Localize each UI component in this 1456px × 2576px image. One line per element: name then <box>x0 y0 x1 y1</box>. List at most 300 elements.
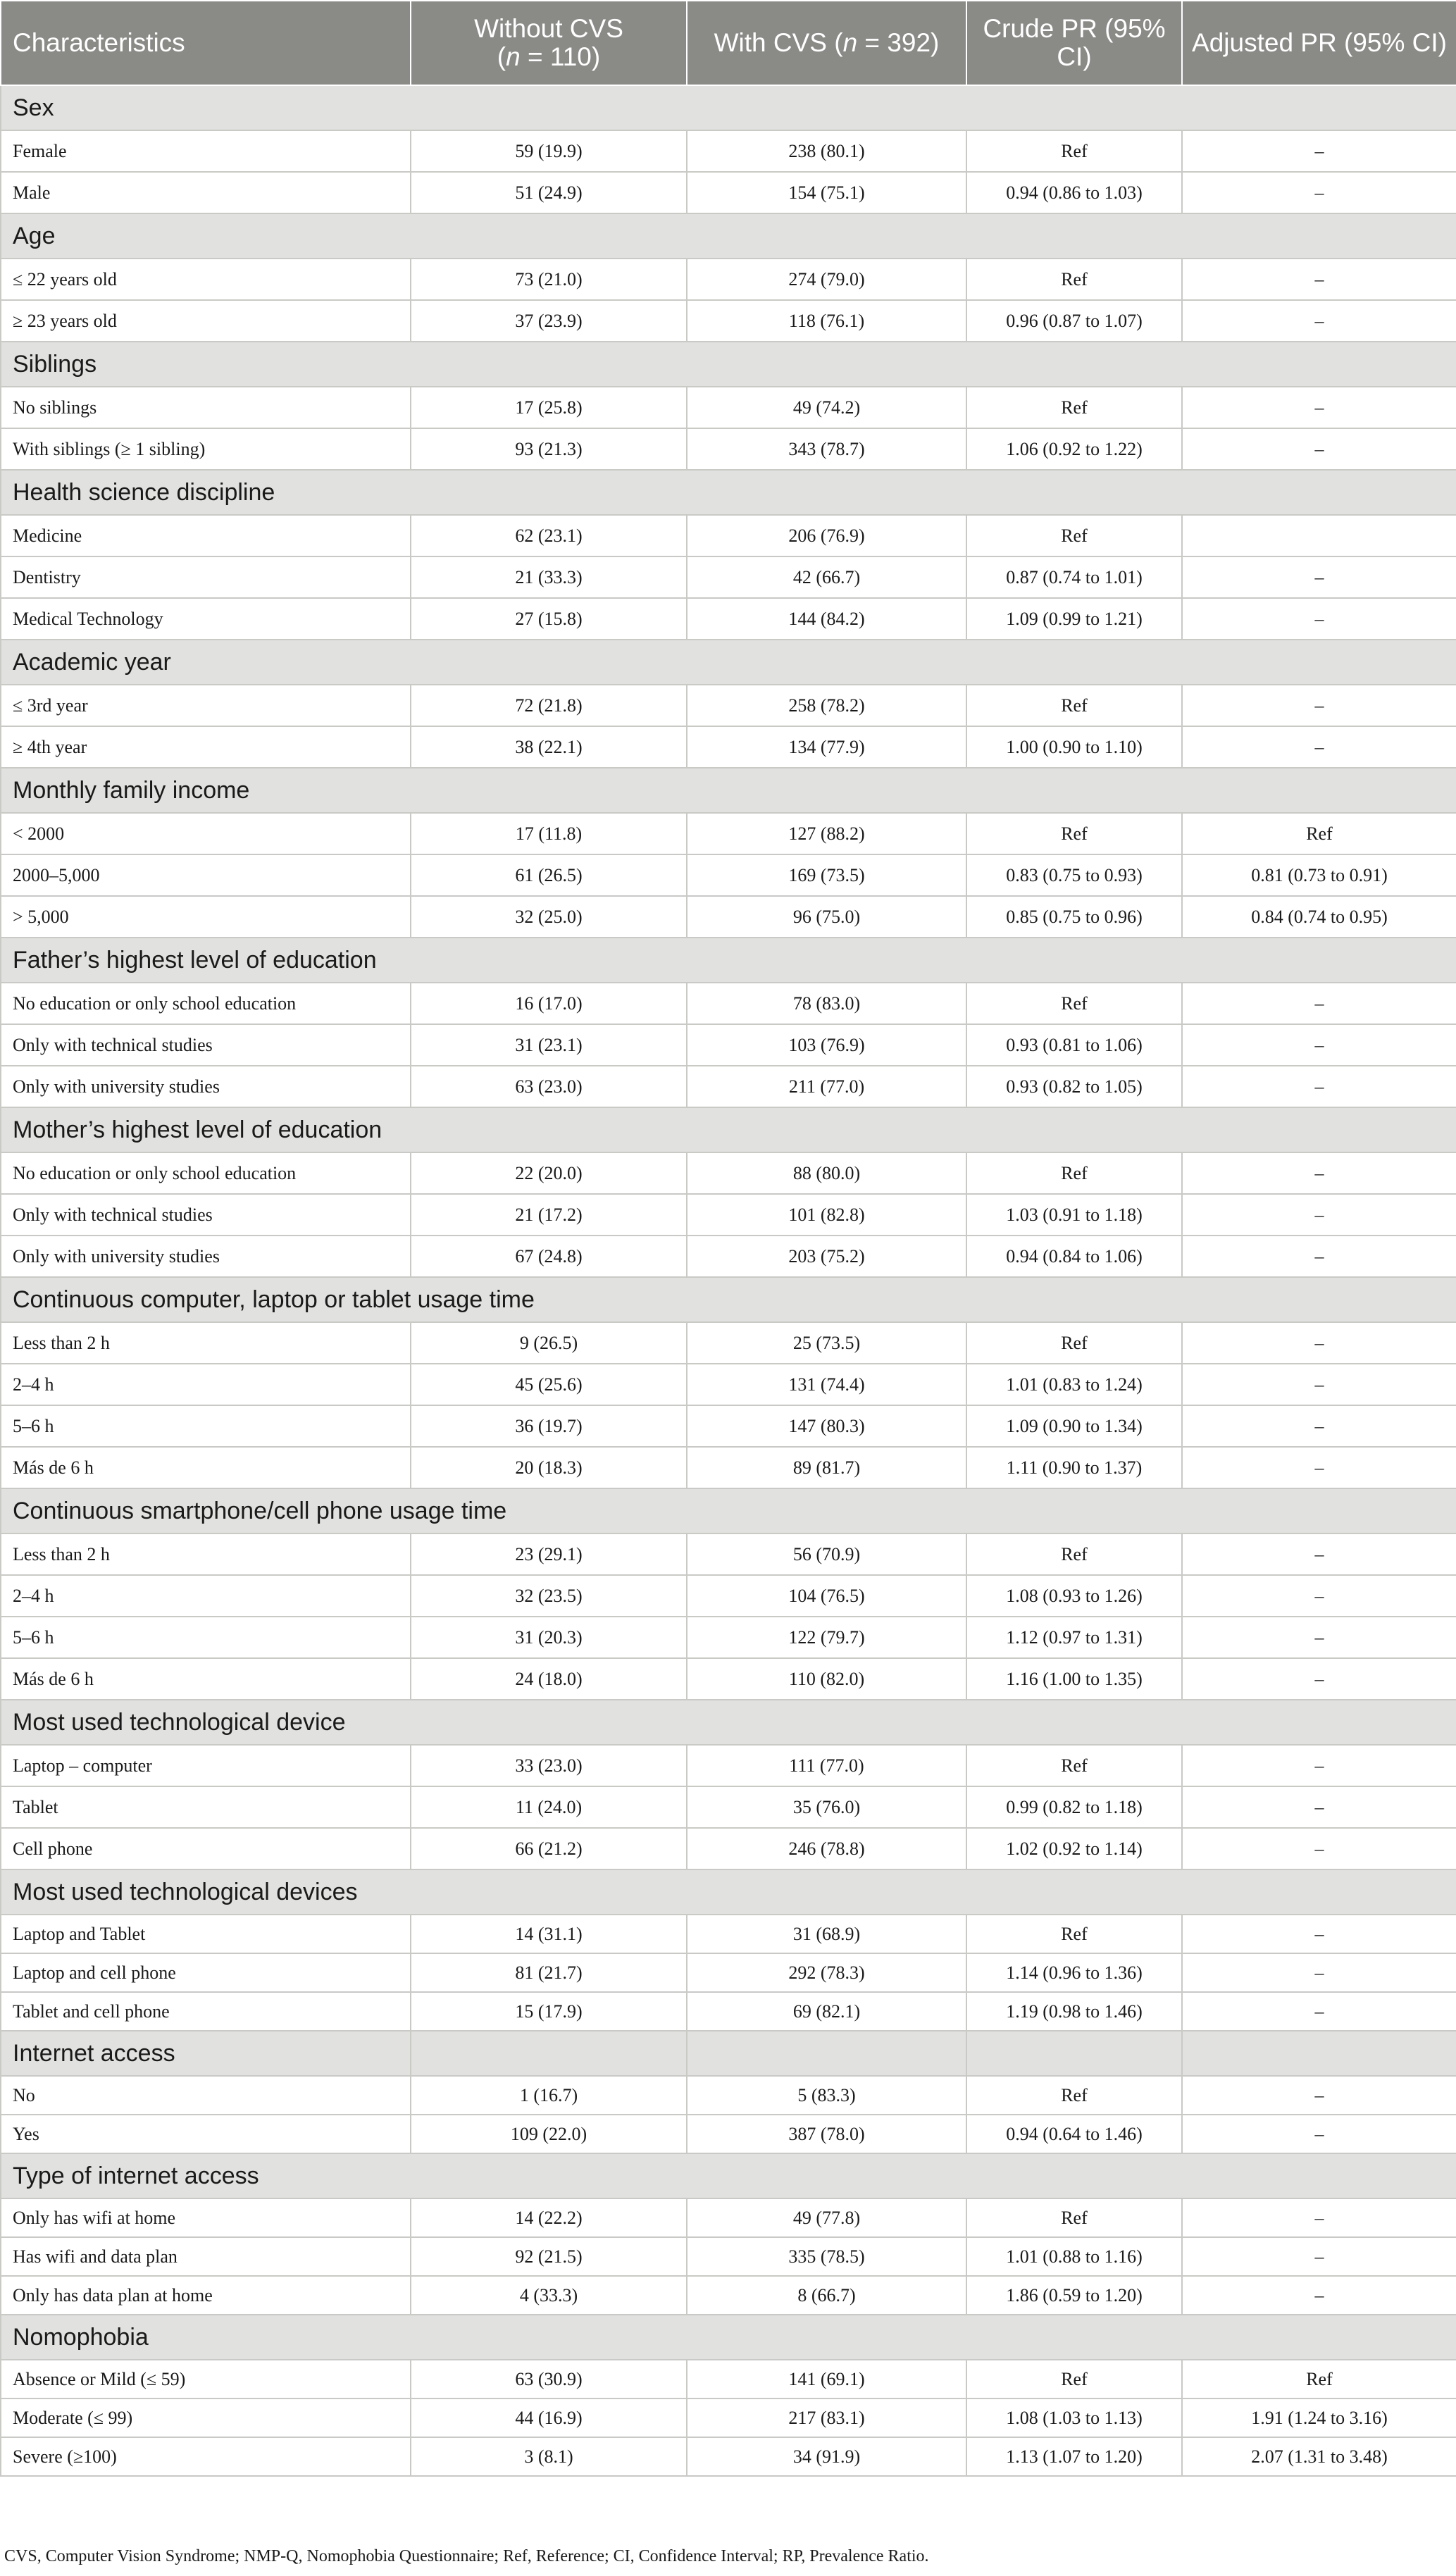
section-header-row <box>1 2031 1456 2076</box>
header-row <box>1 1 1456 85</box>
with-cvs-cell: 104 (76.5) <box>687 1575 966 1617</box>
with-cvs-cell: 274 (79.0) <box>687 259 966 300</box>
characteristic-cell: Less than 2 h <box>1 1322 411 1364</box>
table-row <box>1 300 1456 342</box>
table-row <box>1 1364 1456 1405</box>
crude-pr-cell: 1.11 (0.90 to 1.37) <box>966 1447 1182 1488</box>
without-cvs-cell: 59 (19.9) <box>411 130 687 172</box>
table-row <box>1 2237 1456 2276</box>
with-cvs-cell: 217 (83.1) <box>687 2398 966 2437</box>
adjusted-pr-cell: – <box>1182 1915 1456 1953</box>
adjusted-pr-cell: – <box>1182 1745 1456 1786</box>
crude-pr-cell: Ref <box>966 2198 1182 2237</box>
characteristic-cell: No education or only school education <box>1 1152 411 1194</box>
adjusted-pr-cell: – <box>1182 1152 1456 1194</box>
adjusted-pr-cell: – <box>1182 130 1456 172</box>
section-header-row <box>1 1277 1456 1322</box>
with-cvs-cell: 111 (77.0) <box>687 1745 966 1786</box>
crude-pr-cell: 1.00 (0.90 to 1.10) <box>966 726 1182 768</box>
table-row <box>1 1828 1456 1869</box>
with-cvs-cell: 89 (81.7) <box>687 1447 966 1488</box>
crude-pr-cell: 0.93 (0.81 to 1.06) <box>966 1024 1182 1066</box>
with-cvs-cell: 35 (76.0) <box>687 1786 966 1828</box>
characteristic-cell: Female <box>1 130 411 172</box>
adjusted-pr-cell: – <box>1182 1533 1456 1575</box>
with-cvs-cell: 154 (75.1) <box>687 172 966 213</box>
adjusted-pr-cell: – <box>1182 1953 1456 1992</box>
without-cvs-cell: 21 (33.3) <box>411 556 687 598</box>
header-with-cvs-n-value: = 392) <box>857 28 940 57</box>
adjusted-pr-cell: Ref <box>1182 813 1456 854</box>
with-cvs-cell: 131 (74.4) <box>687 1364 966 1405</box>
without-cvs-cell: 4 (33.3) <box>411 2276 687 2315</box>
with-cvs-cell: 118 (76.1) <box>687 300 966 342</box>
with-cvs-cell: 127 (88.2) <box>687 813 966 854</box>
section-title: Health science discipline <box>1 470 1456 515</box>
adjusted-pr-cell: – <box>1182 2115 1456 2153</box>
section-title: Most used technological device <box>1 1700 1456 1745</box>
with-cvs-cell: 206 (76.9) <box>687 515 966 556</box>
adjusted-pr-cell: – <box>1182 1405 1456 1447</box>
table-row <box>1 556 1456 598</box>
table-row <box>1 983 1456 1024</box>
with-cvs-cell: 5 (83.3) <box>687 2076 966 2115</box>
characteristic-cell: No education or only school education <box>1 983 411 1024</box>
table-row <box>1 2076 1456 2115</box>
crude-pr-cell: 0.94 (0.84 to 1.06) <box>966 1236 1182 1277</box>
crude-pr-cell: Ref <box>966 813 1182 854</box>
with-cvs-cell: 141 (69.1) <box>687 2360 966 2398</box>
table-row <box>1 2360 1456 2398</box>
without-cvs-cell: 51 (24.9) <box>411 172 687 213</box>
crude-pr-cell: Ref <box>966 130 1182 172</box>
characteristic-cell: Dentistry <box>1 556 411 598</box>
table-body <box>1 85 1456 2476</box>
section-title: Age <box>1 213 1456 259</box>
crude-pr-cell: Ref <box>966 1322 1182 1364</box>
with-cvs-cell: 31 (68.9) <box>687 1915 966 1953</box>
section-header-row <box>1 1488 1456 1533</box>
header-without-cvs-label: Without CVS <box>474 14 623 43</box>
section-header-row <box>1 1700 1456 1745</box>
adjusted-pr-cell: 1.91 (1.24 to 3.16) <box>1182 2398 1456 2437</box>
characteristic-cell: Absence or Mild (≤ 59) <box>1 2360 411 2398</box>
without-cvs-cell: 20 (18.3) <box>411 1447 687 1488</box>
crude-pr-cell: 1.03 (0.91 to 1.18) <box>966 1194 1182 1236</box>
adjusted-pr-cell: – <box>1182 259 1456 300</box>
crude-pr-cell: 1.19 (0.98 to 1.46) <box>966 1992 1182 2031</box>
without-cvs-cell: 36 (19.7) <box>411 1405 687 1447</box>
characteristic-cell: With siblings (≥ 1 sibling) <box>1 428 411 470</box>
adjusted-pr-cell: – <box>1182 1322 1456 1364</box>
header-adjusted-pr: Adjusted PR (95% CI) <box>1182 1 1456 85</box>
table-row <box>1 1322 1456 1364</box>
with-cvs-cell: 238 (80.1) <box>687 130 966 172</box>
section-header-row <box>1 640 1456 685</box>
adjusted-pr-cell: – <box>1182 1364 1456 1405</box>
table-row <box>1 172 1456 213</box>
without-cvs-cell: 9 (26.5) <box>411 1322 687 1364</box>
characteristic-cell: 2–4 h <box>1 1364 411 1405</box>
crude-pr-cell: Ref <box>966 515 1182 556</box>
characteristic-cell: No siblings <box>1 387 411 428</box>
section-blank-cell <box>966 2031 1182 2076</box>
adjusted-pr-cell: Ref <box>1182 2360 1456 2398</box>
crude-pr-cell: 1.16 (1.00 to 1.35) <box>966 1658 1182 1700</box>
characteristic-cell: Yes <box>1 2115 411 2153</box>
characteristic-cell: Medicine <box>1 515 411 556</box>
crude-pr-cell: 0.87 (0.74 to 1.01) <box>966 556 1182 598</box>
section-title: Monthly family income <box>1 768 1456 813</box>
adjusted-pr-cell: 0.81 (0.73 to 0.91) <box>1182 854 1456 896</box>
characteristic-cell: Laptop – computer <box>1 1745 411 1786</box>
without-cvs-cell: 17 (25.8) <box>411 387 687 428</box>
adjusted-pr-cell: 0.84 (0.74 to 0.95) <box>1182 896 1456 938</box>
with-cvs-cell: 69 (82.1) <box>687 1992 966 2031</box>
with-cvs-cell: 78 (83.0) <box>687 983 966 1024</box>
characteristic-cell: Has wifi and data plan <box>1 2237 411 2276</box>
adjusted-pr-cell: – <box>1182 685 1456 726</box>
adjusted-pr-cell: – <box>1182 2076 1456 2115</box>
table-row <box>1 2115 1456 2153</box>
table-row <box>1 896 1456 938</box>
table-row <box>1 1953 1456 1992</box>
characteristic-cell: Less than 2 h <box>1 1533 411 1575</box>
characteristic-cell: ≤ 3rd year <box>1 685 411 726</box>
header-with-cvs <box>687 1 966 85</box>
section-title: Siblings <box>1 342 1456 387</box>
with-cvs-cell: 34 (91.9) <box>687 2437 966 2476</box>
table-row <box>1 854 1456 896</box>
with-cvs-cell: 88 (80.0) <box>687 1152 966 1194</box>
without-cvs-cell: 27 (15.8) <box>411 598 687 640</box>
crude-pr-cell: Ref <box>966 1745 1182 1786</box>
characteristic-cell: 5–6 h <box>1 1617 411 1658</box>
adjusted-pr-cell: – <box>1182 1236 1456 1277</box>
with-cvs-cell: 246 (78.8) <box>687 1828 966 1869</box>
table-row <box>1 515 1456 556</box>
characteristic-cell: Only with university studies <box>1 1066 411 1107</box>
section-title: Internet access <box>1 2031 411 2076</box>
adjusted-pr-cell: – <box>1182 598 1456 640</box>
adjusted-pr-cell: – <box>1182 1194 1456 1236</box>
without-cvs-cell: 14 (22.2) <box>411 2198 687 2237</box>
characteristic-cell: Severe (≥100) <box>1 2437 411 2476</box>
without-cvs-cell: 92 (21.5) <box>411 2237 687 2276</box>
table-header <box>1 1 1456 85</box>
table-row <box>1 1786 1456 1828</box>
table-row <box>1 259 1456 300</box>
with-cvs-cell: 103 (76.9) <box>687 1024 966 1066</box>
without-cvs-cell: 81 (21.7) <box>411 1953 687 1992</box>
adjusted-pr-cell: – <box>1182 1447 1456 1488</box>
header-without-cvs-n-value: = 110) <box>520 42 601 71</box>
crude-pr-cell: 1.08 (0.93 to 1.26) <box>966 1575 1182 1617</box>
with-cvs-cell: 343 (78.7) <box>687 428 966 470</box>
crude-pr-cell: 0.93 (0.82 to 1.05) <box>966 1066 1182 1107</box>
without-cvs-cell: 23 (29.1) <box>411 1533 687 1575</box>
characteristic-cell: Tablet <box>1 1786 411 1828</box>
section-title: Type of internet access <box>1 2153 1456 2198</box>
without-cvs-cell: 17 (11.8) <box>411 813 687 854</box>
with-cvs-cell: 96 (75.0) <box>687 896 966 938</box>
crude-pr-cell: 1.01 (0.83 to 1.24) <box>966 1364 1182 1405</box>
section-title: Father’s highest level of education <box>1 938 1456 983</box>
crude-pr-cell: 1.08 (1.03 to 1.13) <box>966 2398 1182 2437</box>
with-cvs-cell: 101 (82.8) <box>687 1194 966 1236</box>
without-cvs-cell: 15 (17.9) <box>411 1992 687 2031</box>
section-header-row <box>1 470 1456 515</box>
table-row <box>1 1745 1456 1786</box>
adjusted-pr-cell: – <box>1182 1575 1456 1617</box>
characteristic-cell: 5–6 h <box>1 1405 411 1447</box>
characteristic-cell: ≥ 23 years old <box>1 300 411 342</box>
with-cvs-cell: 335 (78.5) <box>687 2237 966 2276</box>
table-row <box>1 387 1456 428</box>
characteristic-cell: Only with technical studies <box>1 1194 411 1236</box>
crude-pr-cell: 0.96 (0.87 to 1.07) <box>966 300 1182 342</box>
section-header-row <box>1 768 1456 813</box>
adjusted-pr-cell: – <box>1182 1617 1456 1658</box>
without-cvs-cell: 93 (21.3) <box>411 428 687 470</box>
section-header-row <box>1 342 1456 387</box>
characteristic-cell: Medical Technology <box>1 598 411 640</box>
without-cvs-cell: 63 (30.9) <box>411 2360 687 2398</box>
crude-pr-cell: 0.83 (0.75 to 0.93) <box>966 854 1182 896</box>
without-cvs-cell: 63 (23.0) <box>411 1066 687 1107</box>
adjusted-pr-cell <box>1182 515 1456 556</box>
section-header-row <box>1 2153 1456 2198</box>
characteristic-cell: Only has data plan at home <box>1 2276 411 2315</box>
characteristic-cell: 2–4 h <box>1 1575 411 1617</box>
adjusted-pr-cell: – <box>1182 1024 1456 1066</box>
adjusted-pr-cell: – <box>1182 1828 1456 1869</box>
without-cvs-cell: 32 (25.0) <box>411 896 687 938</box>
crude-pr-cell: 1.09 (0.90 to 1.34) <box>966 1405 1182 1447</box>
section-header-row <box>1 1107 1456 1152</box>
header-without-cvs-n-label: n <box>506 42 521 71</box>
table-row <box>1 813 1456 854</box>
crude-pr-cell: 1.02 (0.92 to 1.14) <box>966 1828 1182 1869</box>
without-cvs-cell: 109 (22.0) <box>411 2115 687 2153</box>
section-blank-cell <box>687 2031 966 2076</box>
with-cvs-cell: 203 (75.2) <box>687 1236 966 1277</box>
with-cvs-cell: 387 (78.0) <box>687 2115 966 2153</box>
adjusted-pr-cell: – <box>1182 2276 1456 2315</box>
section-header-row <box>1 85 1456 130</box>
characteristic-cell: Laptop and cell phone <box>1 1953 411 1992</box>
table-footnote: CVS, Computer Vision Syndrome; NMP-Q, Nomophobia Questionnaire; Ref, Reference; CI, Confidence Interval; RP, Prevalence Ratio. <box>4 2547 929 2565</box>
table-row <box>1 2198 1456 2237</box>
with-cvs-cell: 42 (66.7) <box>687 556 966 598</box>
without-cvs-cell: 44 (16.9) <box>411 2398 687 2437</box>
crude-pr-cell: 1.12 (0.97 to 1.31) <box>966 1617 1182 1658</box>
without-cvs-cell: 33 (23.0) <box>411 1745 687 1786</box>
table-row <box>1 1447 1456 1488</box>
header-with-cvs-n-label: n <box>842 28 858 57</box>
table-row <box>1 2398 1456 2437</box>
crude-pr-cell: 1.09 (0.99 to 1.21) <box>966 598 1182 640</box>
table-row <box>1 1152 1456 1194</box>
without-cvs-cell: 45 (25.6) <box>411 1364 687 1405</box>
with-cvs-cell: 258 (78.2) <box>687 685 966 726</box>
crude-pr-cell: Ref <box>966 2360 1182 2398</box>
table-row <box>1 1236 1456 1277</box>
crude-pr-cell: Ref <box>966 983 1182 1024</box>
adjusted-pr-cell: – <box>1182 1066 1456 1107</box>
crude-pr-cell: Ref <box>966 1533 1182 1575</box>
without-cvs-cell: 16 (17.0) <box>411 983 687 1024</box>
crude-pr-cell: 1.13 (1.07 to 1.20) <box>966 2437 1182 2476</box>
table-row <box>1 598 1456 640</box>
with-cvs-cell: 169 (73.5) <box>687 854 966 896</box>
crude-pr-cell: 0.94 (0.86 to 1.03) <box>966 172 1182 213</box>
characteristic-cell: No <box>1 2076 411 2115</box>
section-header-row <box>1 938 1456 983</box>
table-row <box>1 2437 1456 2476</box>
without-cvs-cell: 1 (16.7) <box>411 2076 687 2115</box>
table-row <box>1 1915 1456 1953</box>
table-row <box>1 1658 1456 1700</box>
adjusted-pr-cell: – <box>1182 2237 1456 2276</box>
crude-pr-cell: Ref <box>966 1152 1182 1194</box>
characteristic-cell: Cell phone <box>1 1828 411 1869</box>
characteristic-cell: Tablet and cell phone <box>1 1992 411 2031</box>
header-without-cvs: Without CVS (n = 110) <box>411 1 687 85</box>
crude-pr-cell: 0.94 (0.64 to 1.46) <box>966 2115 1182 2153</box>
without-cvs-cell: 38 (22.1) <box>411 726 687 768</box>
without-cvs-cell: 73 (21.0) <box>411 259 687 300</box>
section-blank-cell <box>411 2031 687 2076</box>
adjusted-pr-cell: – <box>1182 556 1456 598</box>
characteristic-cell: Laptop and Tablet <box>1 1915 411 1953</box>
table-row <box>1 1575 1456 1617</box>
crude-pr-cell: Ref <box>966 685 1182 726</box>
without-cvs-cell: 31 (20.3) <box>411 1617 687 1658</box>
header-with-cvs-label: With CVS ( <box>714 28 843 57</box>
table-row <box>1 1024 1456 1066</box>
without-cvs-cell: 11 (24.0) <box>411 1786 687 1828</box>
characteristic-cell: Más de 6 h <box>1 1447 411 1488</box>
with-cvs-cell: 147 (80.3) <box>687 1405 966 1447</box>
with-cvs-cell: 49 (77.8) <box>687 2198 966 2237</box>
adjusted-pr-cell: – <box>1182 300 1456 342</box>
without-cvs-cell: 32 (23.5) <box>411 1575 687 1617</box>
header-characteristics: Characteristics <box>1 1 411 85</box>
with-cvs-cell: 8 (66.7) <box>687 2276 966 2315</box>
section-title: Continuous computer, laptop or tablet usage time <box>1 1277 1456 1322</box>
with-cvs-cell: 211 (77.0) <box>687 1066 966 1107</box>
crude-pr-cell: Ref <box>966 259 1182 300</box>
crude-pr-cell: Ref <box>966 1915 1182 1953</box>
crude-pr-cell: 0.85 (0.75 to 0.96) <box>966 896 1182 938</box>
adjusted-pr-cell: – <box>1182 2198 1456 2237</box>
with-cvs-cell: 144 (84.2) <box>687 598 966 640</box>
crude-pr-cell: 1.86 (0.59 to 1.20) <box>966 2276 1182 2315</box>
table-row <box>1 2276 1456 2315</box>
characteristic-cell: Only has wifi at home <box>1 2198 411 2237</box>
without-cvs-cell: 72 (21.8) <box>411 685 687 726</box>
adjusted-pr-cell: – <box>1182 387 1456 428</box>
table-row <box>1 1617 1456 1658</box>
section-title: Nomophobia <box>1 2315 1456 2360</box>
without-cvs-cell: 66 (21.2) <box>411 1828 687 1869</box>
table-row <box>1 1405 1456 1447</box>
without-cvs-cell: 62 (23.1) <box>411 515 687 556</box>
characteristic-cell: > 5,000 <box>1 896 411 938</box>
with-cvs-cell: 134 (77.9) <box>687 726 966 768</box>
header-crude-pr: Crude PR (95% CI) <box>966 1 1182 85</box>
crude-pr-cell: Ref <box>966 387 1182 428</box>
without-cvs-cell: 22 (20.0) <box>411 1152 687 1194</box>
without-cvs-cell: 37 (23.9) <box>411 300 687 342</box>
adjusted-pr-cell: 2.07 (1.31 to 3.48) <box>1182 2437 1456 2476</box>
with-cvs-cell: 49 (74.2) <box>687 387 966 428</box>
characteristic-cell: ≥ 4th year <box>1 726 411 768</box>
characteristic-cell: Only with technical studies <box>1 1024 411 1066</box>
section-header-row <box>1 2315 1456 2360</box>
crude-pr-cell: 1.01 (0.88 to 1.16) <box>966 2237 1182 2276</box>
with-cvs-cell: 25 (73.5) <box>687 1322 966 1364</box>
without-cvs-cell: 67 (24.8) <box>411 1236 687 1277</box>
with-cvs-cell: 56 (70.9) <box>687 1533 966 1575</box>
table-row <box>1 1533 1456 1575</box>
section-title: Continuous smartphone/cell phone usage time <box>1 1488 1456 1533</box>
characteristic-cell: Moderate (≤ 99) <box>1 2398 411 2437</box>
crude-pr-cell: Ref <box>966 2076 1182 2115</box>
without-cvs-cell: 3 (8.1) <box>411 2437 687 2476</box>
characteristic-cell: ≤ 22 years old <box>1 259 411 300</box>
adjusted-pr-cell: – <box>1182 726 1456 768</box>
table-row <box>1 130 1456 172</box>
adjusted-pr-cell: – <box>1182 1786 1456 1828</box>
table-row <box>1 428 1456 470</box>
table-row <box>1 1066 1456 1107</box>
adjusted-pr-cell: – <box>1182 983 1456 1024</box>
section-blank-cell <box>1182 2031 1456 2076</box>
without-cvs-cell: 21 (17.2) <box>411 1194 687 1236</box>
without-cvs-cell: 24 (18.0) <box>411 1658 687 1700</box>
with-cvs-cell: 122 (79.7) <box>687 1617 966 1658</box>
table-row <box>1 726 1456 768</box>
crude-pr-cell: 0.99 (0.82 to 1.18) <box>966 1786 1182 1828</box>
section-title: Sex <box>1 85 1456 130</box>
with-cvs-cell: 292 (78.3) <box>687 1953 966 1992</box>
section-header-row <box>1 1869 1456 1915</box>
section-header-row <box>1 213 1456 259</box>
without-cvs-cell: 31 (23.1) <box>411 1024 687 1066</box>
crude-pr-cell: 1.14 (0.96 to 1.36) <box>966 1953 1182 1992</box>
without-cvs-cell: 14 (31.1) <box>411 1915 687 1953</box>
section-title: Most used technological devices <box>1 1869 1456 1915</box>
characteristic-cell: Más de 6 h <box>1 1658 411 1700</box>
characteristic-cell: < 2000 <box>1 813 411 854</box>
without-cvs-cell: 61 (26.5) <box>411 854 687 896</box>
table-row <box>1 1194 1456 1236</box>
characteristic-cell: Only with university studies <box>1 1236 411 1277</box>
table-row <box>1 1992 1456 2031</box>
characteristic-cell: 2000–5,000 <box>1 854 411 896</box>
adjusted-pr-cell: – <box>1182 1992 1456 2031</box>
with-cvs-cell: 110 (82.0) <box>687 1658 966 1700</box>
adjusted-pr-cell: – <box>1182 428 1456 470</box>
characteristic-cell: Male <box>1 172 411 213</box>
crude-pr-cell: 1.06 (0.92 to 1.22) <box>966 428 1182 470</box>
section-title: Academic year <box>1 640 1456 685</box>
section-title: Mother’s highest level of education <box>1 1107 1456 1152</box>
adjusted-pr-cell: – <box>1182 1658 1456 1700</box>
adjusted-pr-cell: – <box>1182 172 1456 213</box>
